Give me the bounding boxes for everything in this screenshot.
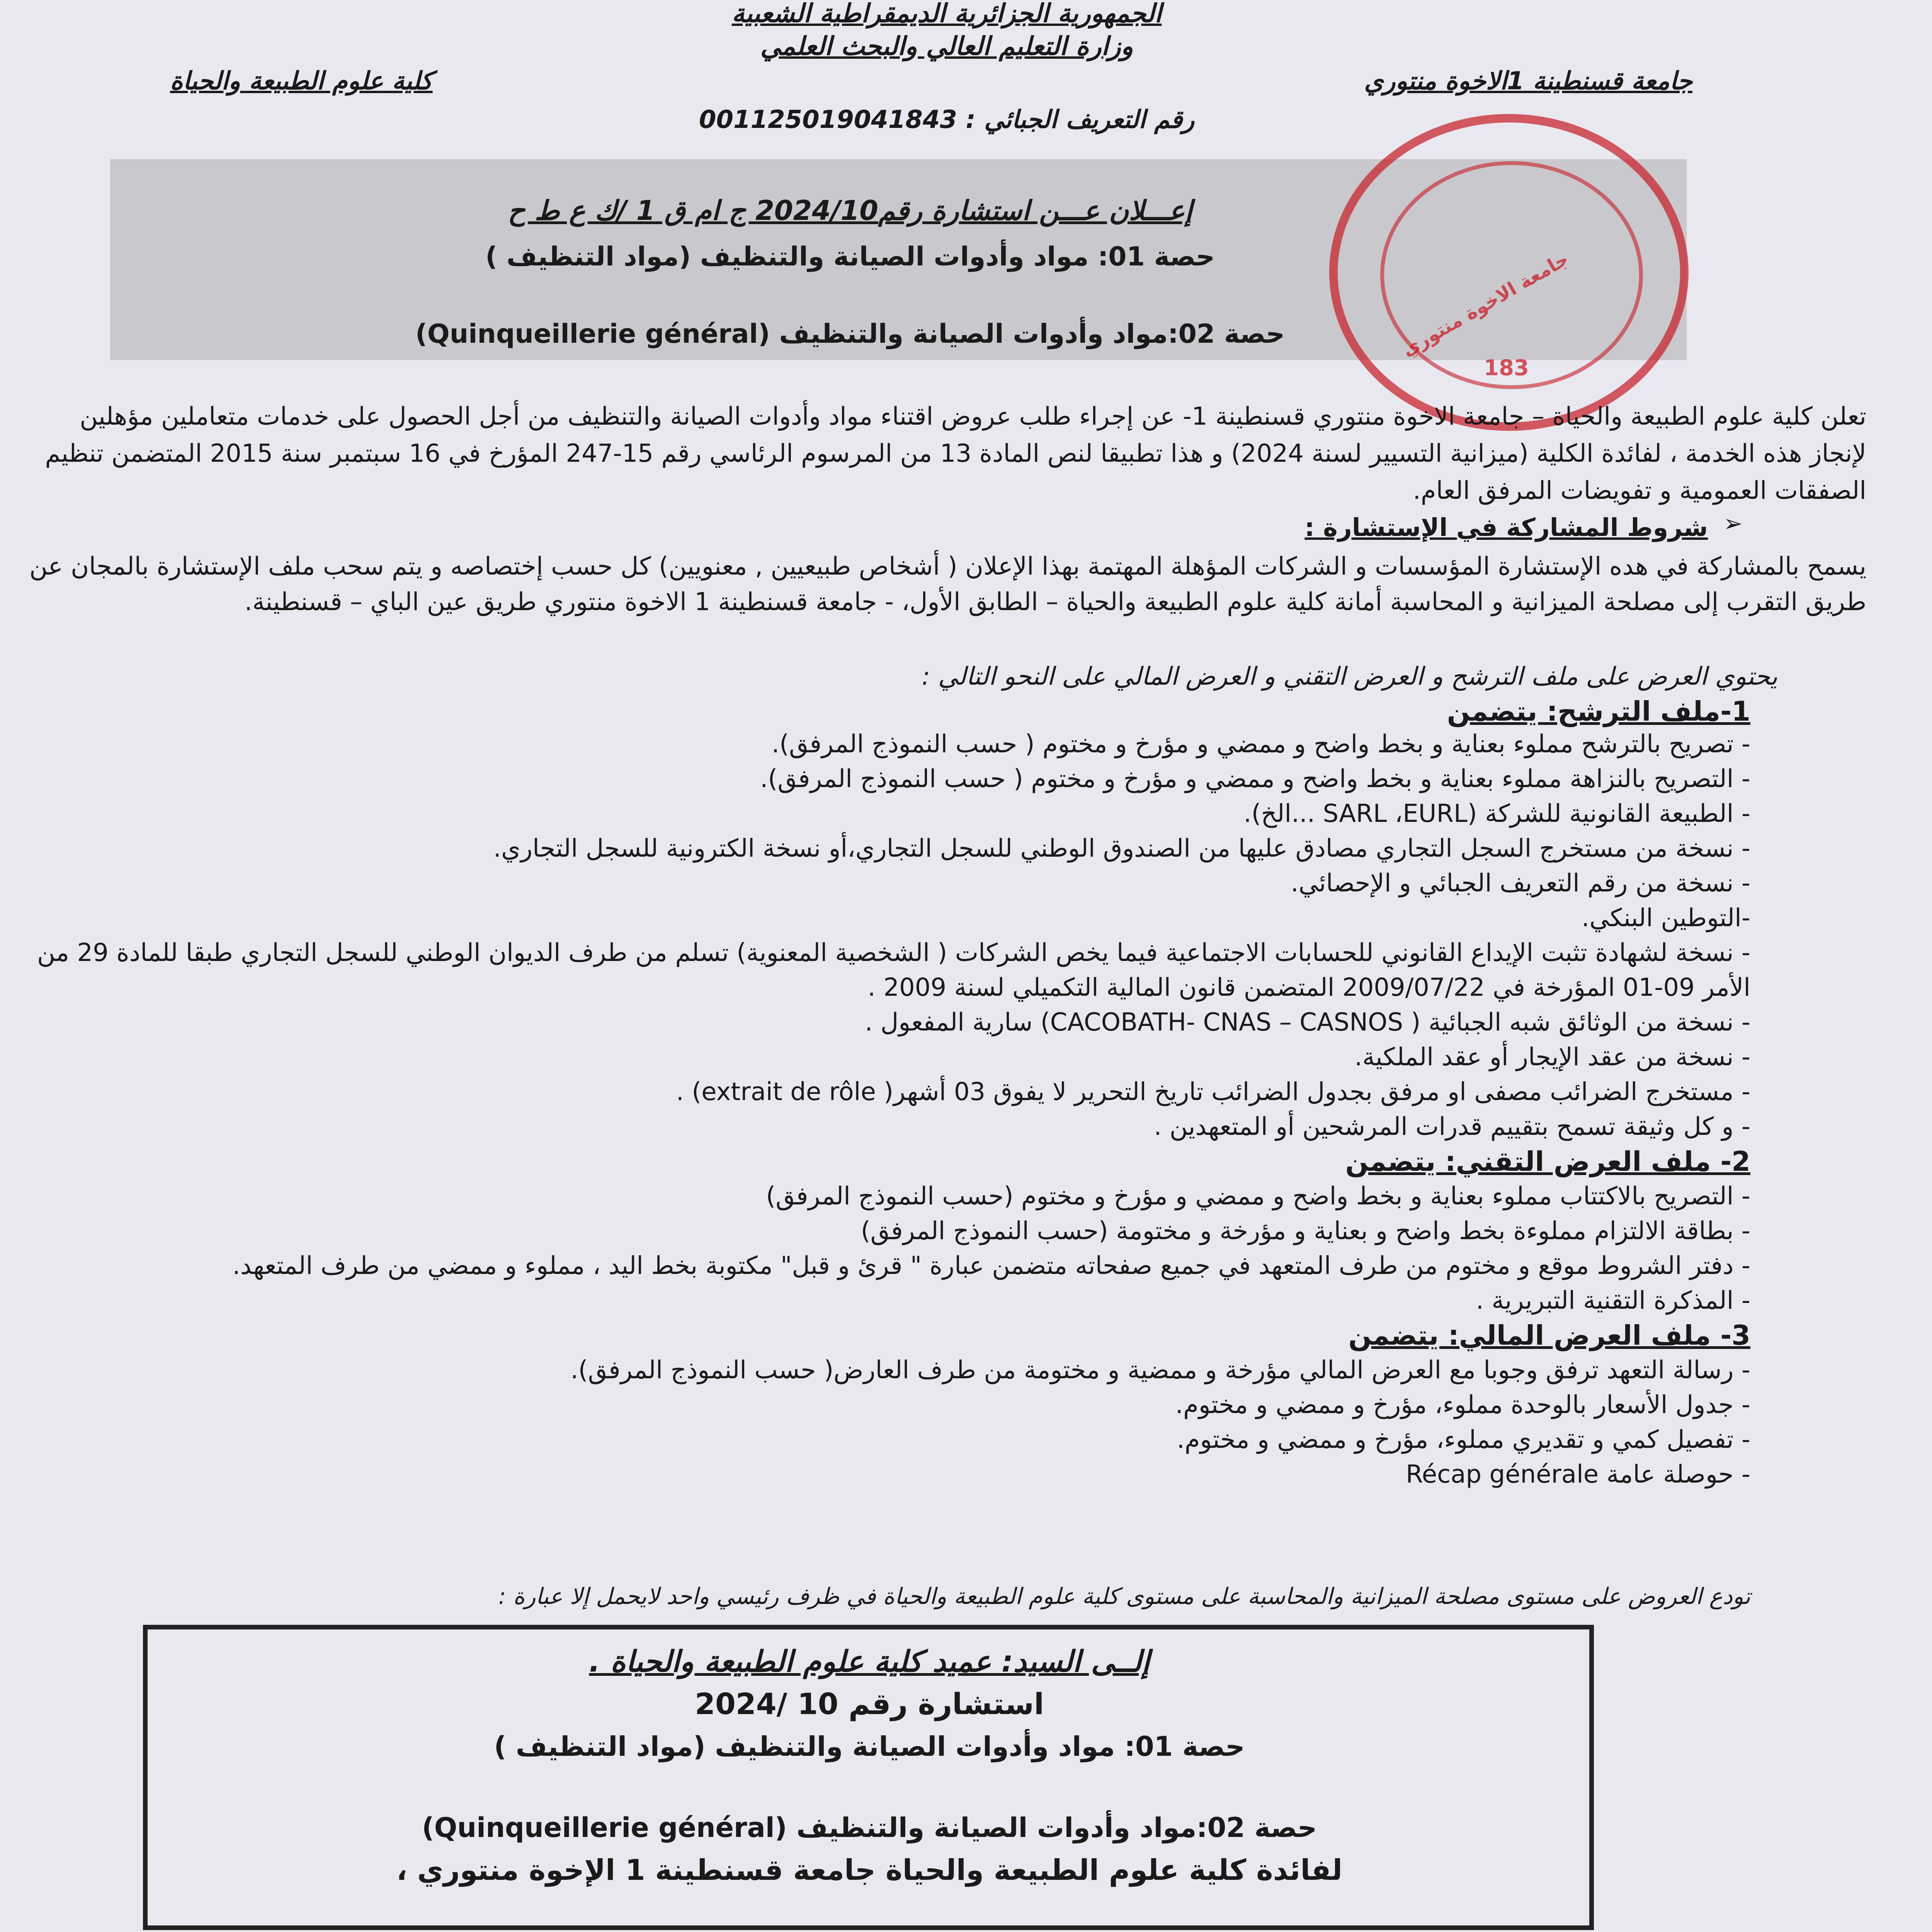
announcement-title: إعـــلان عـــن استشارة رقم2024/10 ج ام ق 1 /ك ع ط ح — [508, 195, 1192, 226]
address-consult: استشارة رقم 10 /2024 — [695, 1687, 1044, 1721]
section1-item: - نسخة من مستخرج السجل التجاري مصادق عليها من الصندوق الوطني للسجل التجاري،أو نسخة الكترونية للسجل التجاري. — [493, 834, 1750, 863]
bullet-arrow-icon: ➢ — [1723, 510, 1743, 537]
stamp-top-text: جامعة الاخوة منتوري — [1398, 248, 1573, 361]
section1-item: - و كل وثيقة تسمح بتقييم قدرات المرشحين أو المتعهدين . — [1154, 1112, 1750, 1141]
section1-item: - نسخة من رقم التعريف الجبائي و الإحصائي. — [1291, 869, 1750, 898]
section3-heading: 3- ملف العرض المالي: يتضمن — [1348, 1320, 1750, 1351]
ministry-heading: وزارة التعليم العالي والبحث العلمي — [760, 31, 1133, 61]
section2-item: - التصريح بالاكتتاب مملوء بعناية و بخط واضح و ممضي و مؤرخ و مختوم (حسب النموذج المرفق) — [766, 1182, 1750, 1211]
address-to: إلــى السيد: عميد كلية علوم الطبيعة والحياة . — [589, 1644, 1150, 1679]
lot2-title: حصة 02:مواد وأدوات الصيانة والتنظيف (Quinqueillerie général) — [415, 319, 1285, 349]
section1-item: -التوطين البنكي. — [1582, 904, 1750, 932]
section3-item: - جدول الأسعار بالوحدة مملوء، مؤرخ و ممضي و مختوم. — [1175, 1391, 1750, 1419]
section1-item: - الطبيعة القانونية للشركة (SARL ،EURL ...الخ). — [1243, 799, 1750, 828]
address-lot1: حصة 01: مواد وأدوات الصيانة والتنظيف (مواد التنظيف ) — [494, 1731, 1245, 1762]
deposit-note: تودع العروض على مستوى مصلحة الميزانية والمحاسبة على مستوى كلية علوم الطبيعة والحياة في ظرف رئيسي واحد لايحمل إلا عبارة : — [498, 1583, 1750, 1609]
section1-item: الأمر 09-01 المؤرخة في 2009/07/22 المتضمن قانون المالية التكميلي لسنة 2009 . — [867, 973, 1750, 1002]
section2-item: - دفتر الشروط موقع و مختوم من طرف المتعهد في جميع صفحاته متضمن عبارة " قرئ و قبل" مكتوبة بخط اليد ، مملوء و ممضي من طرف المتعهد. — [232, 1252, 1750, 1280]
section1-item: - مستخرج الضرائب مصفى او مرفق بجدول الضرائب تاريخ التحرير لا يفوق 03 أشهر( extrait de rôle) . — [676, 1078, 1750, 1106]
conditions-heading: شروط المشاركة في الإستشارة : — [1304, 514, 1708, 542]
section2-item: - المذكرة التقنية التبريرية . — [1476, 1286, 1750, 1315]
section1-item: - التصريح بالنزاهة مملوء بعناية و بخط واضح و ممضي و مؤرخ و مختوم ( حسب النموذج المرفق). — [760, 765, 1750, 793]
section1-item: - نسخة لشهادة تثبت الإيداع القانوني للحسابات الاجتماعية فيما يخص الشركات ( الشخصية المعنوية) تسلم من طرف الديوان الوطني للسجل التجاري طبقا للمادة 29 من — [37, 939, 1750, 967]
lot1-title: حصة 01: مواد وأدوات الصيانة والتنظيف (مواد التنظيف ) — [485, 242, 1215, 272]
conditions-text: يسمح بالمشاركة في هده الإستشارة المؤسسات و الشركات المؤهلة المهتمة بهذا الإعلان ( أشخاص طبيعيين , معنويين) كل حسب إختصاصه و يتم سحب ملف الإستشارة بالمجان عن طريق التقرب إلى مصلحة الميزانية و المحاسبة أمانة كلية علوم الطبيعة والحياة – الطابق الأول، - جامعة قسنطينة 1 الاخوة منتوري طريق عين الباي – قسنطينة. — [29, 552, 1866, 616]
address-lot2: حصة 02:مواد وأدوات الصيانة والتنظيف (Quinqueillerie général) — [422, 1812, 1317, 1844]
offer-intro: يحتوي العرض على ملف الترشح و العرض التقني و العرض المالي على النحو التالي : — [922, 662, 1777, 691]
intro-paragraph: تعلن كلية علوم الطبيعة والحياة – جامعة الاخوة منتوري قسنطينة 1- عن إجراء طلب عروض اقتناء مواد وأدوات الصيانة والتنظيف من أجل الحصول على خدمات متعاملين مؤهلين لإنجاز هذه الخدمة ، لفائدة الكلية (ميزانية التسيير لسنة 2024) و هذا تطبيقا لنص المادة 13 من المرسوم الرئاسي رقم 15-247 المؤرخ في 16 سبتمبر سنة 2015 المتضمن تنظيم الصفقات العمومية و تفويضات المرفق العام. — [45, 402, 1866, 505]
section1-item: - تصريح بالترشح مملوء بعناية و بخط واضح و ممضي و مؤرخ و مختوم ( حسب النموذج المرفق). — [771, 730, 1750, 759]
faculty-name: كلية علوم الطبيعة والحياة — [170, 67, 433, 95]
section1-item: - نسخة من الوثائق شبه الجبائية ( CACOBATH- CNAS – CASNOS) سارية المفعول . — [865, 1008, 1750, 1037]
section1-item: - نسخة من عقد الإيجار أو عقد الملكية. — [1354, 1043, 1750, 1071]
section3-item: - تفصيل كمي و تقديري مملوء، مؤرخ و ممضي و مختوم. — [1177, 1425, 1750, 1454]
section2-item: - بطاقة الالتزام مملوءة بخط واضح و بعناية و مؤرخة و مختومة (حسب النموذج المرفق) — [861, 1217, 1750, 1245]
university-name: جامعة قسنطينة 1الاخوة منتوري — [1364, 67, 1692, 95]
section3-item: - حوصلة عامة Récap générale — [1406, 1460, 1750, 1489]
stamp-top-number: 183 — [1484, 355, 1529, 381]
section1-heading: 1-ملف الترشح: يتضمن — [1447, 696, 1750, 727]
section2-heading: 2- ملف العرض التقني: يتضمن — [1345, 1146, 1750, 1177]
section3-item: - رسالة التعهد ترفق وجوبا مع العرض المالي مؤرخة و ممضية و مختومة من طرف العارض( حسب النموذج المرفق). — [570, 1356, 1750, 1384]
tax-id: رقم التعريف الجبائي : 001125019041843 — [699, 105, 1195, 134]
republic-heading: الجمهورية الجزائرية الديمقراطية الشعبية — [731, 0, 1162, 28]
address-benefit: لفائدة كلية علوم الطبيعة والحياة جامعة قسنطينة 1 الإخوة منتوري ، — [396, 1854, 1343, 1887]
official-stamp-top — [1329, 114, 1689, 431]
